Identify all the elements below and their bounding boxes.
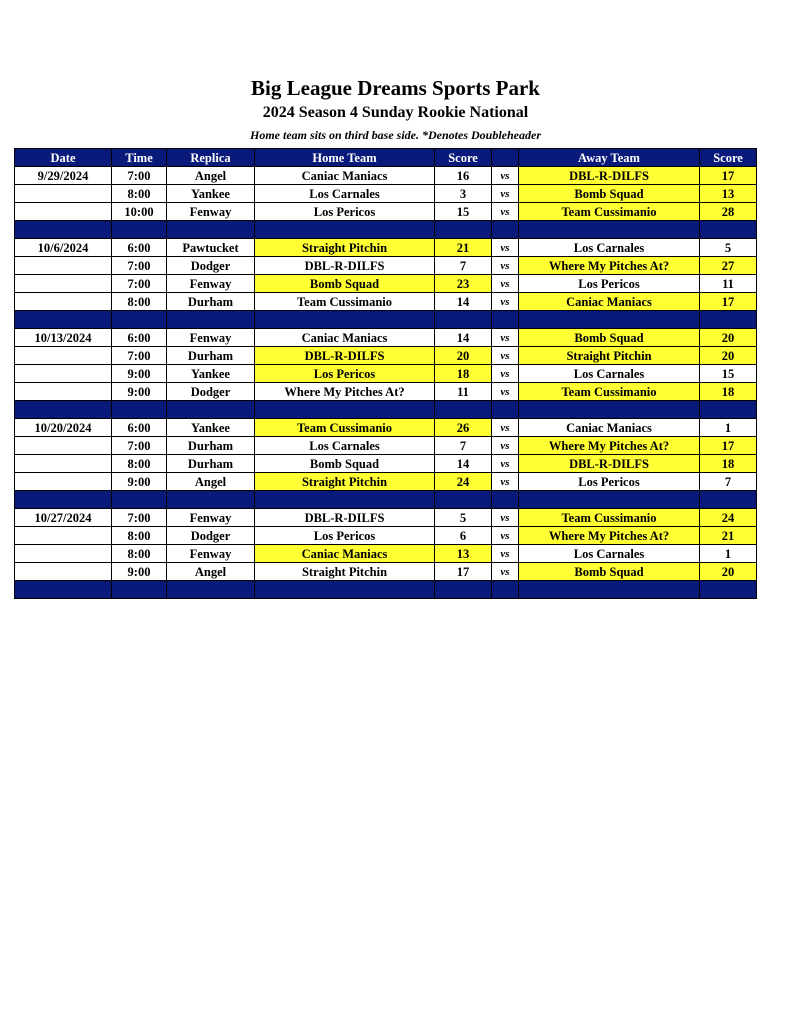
home-team: Team Cussimanio (255, 419, 435, 437)
separator-cell (255, 401, 435, 419)
game-time: 10:00 (112, 203, 167, 221)
home-score: 20 (435, 347, 492, 365)
game-row (15, 437, 757, 455)
game-date: 10/27/2024 (15, 509, 112, 527)
page-title: Big League Dreams Sports Park (251, 76, 540, 100)
separator-cell (435, 581, 492, 599)
away-score: 28 (700, 203, 757, 221)
separator-cell (700, 221, 757, 239)
game-time: 6:00 (112, 329, 167, 347)
home-score: 5 (435, 509, 492, 527)
vs-label: vs (492, 257, 519, 275)
home-team: Caniac Maniacs (255, 329, 435, 347)
vs-label: vs (492, 293, 519, 311)
separator-cell (435, 491, 492, 509)
away-score: 17 (700, 167, 757, 185)
game-replica: Fenway (167, 329, 255, 347)
separator-cell (700, 311, 757, 329)
game-time: 9:00 (112, 365, 167, 383)
vs-label: vs (492, 203, 519, 221)
away-score: 21 (700, 527, 757, 545)
home-team: Los Pericos (255, 203, 435, 221)
away-team: Los Pericos (519, 275, 700, 293)
week-separator (15, 491, 757, 509)
game-date (15, 185, 112, 203)
separator-cell (167, 581, 255, 599)
game-date (15, 275, 112, 293)
game-replica: Fenway (167, 545, 255, 563)
home-score: 16 (435, 167, 492, 185)
game-time: 9:00 (112, 383, 167, 401)
game-time: 6:00 (112, 419, 167, 437)
page-note: Home team sits on third base side. *Denotes Doubleheader (250, 128, 541, 142)
game-row (15, 239, 757, 257)
vs-label: vs (492, 239, 519, 257)
vs-label: vs (492, 185, 519, 203)
vs-label: vs (492, 329, 519, 347)
week-separator (15, 221, 757, 239)
away-team: DBL-R-DILFS (519, 167, 700, 185)
separator-cell (519, 311, 700, 329)
game-replica: Yankee (167, 419, 255, 437)
game-time: 7:00 (112, 167, 167, 185)
game-date (15, 347, 112, 365)
game-date (15, 455, 112, 473)
col-header-time: Time (112, 149, 167, 167)
separator-cell (492, 401, 519, 419)
vs-label: vs (492, 347, 519, 365)
game-time: 7:00 (112, 347, 167, 365)
separator-cell (167, 221, 255, 239)
game-date: 10/20/2024 (15, 419, 112, 437)
home-score: 14 (435, 329, 492, 347)
home-score: 6 (435, 527, 492, 545)
separator-cell (112, 221, 167, 239)
away-team: Team Cussimanio (519, 509, 700, 527)
col-header-home-score: Score (435, 149, 492, 167)
away-team: Team Cussimanio (519, 203, 700, 221)
game-row (15, 293, 757, 311)
separator-cell (435, 401, 492, 419)
game-time: 7:00 (112, 437, 167, 455)
separator-cell (435, 311, 492, 329)
separator-cell (112, 401, 167, 419)
vs-label: vs (492, 275, 519, 293)
vs-label: vs (492, 563, 519, 581)
separator-cell (492, 221, 519, 239)
game-time: 9:00 (112, 473, 167, 491)
away-team: Bomb Squad (519, 185, 700, 203)
game-time: 9:00 (112, 563, 167, 581)
away-score: 5 (700, 239, 757, 257)
game-row (15, 527, 757, 545)
separator-cell (15, 221, 112, 239)
game-row (15, 473, 757, 491)
home-team: Straight Pitchin (255, 239, 435, 257)
game-date (15, 437, 112, 455)
away-team: Straight Pitchin (519, 347, 700, 365)
home-score: 11 (435, 383, 492, 401)
away-score: 1 (700, 419, 757, 437)
separator-cell (519, 581, 700, 599)
away-score: 17 (700, 437, 757, 455)
game-date (15, 563, 112, 581)
col-header-replica: Replica (167, 149, 255, 167)
game-row (15, 185, 757, 203)
home-team: Caniac Maniacs (255, 545, 435, 563)
game-replica: Durham (167, 437, 255, 455)
home-team: Straight Pitchin (255, 563, 435, 581)
away-team: Los Carnales (519, 365, 700, 383)
home-team: DBL-R-DILFS (255, 347, 435, 365)
game-replica: Dodger (167, 527, 255, 545)
game-date (15, 365, 112, 383)
home-score: 18 (435, 365, 492, 383)
home-score: 17 (435, 563, 492, 581)
separator-cell (15, 401, 112, 419)
game-replica: Durham (167, 455, 255, 473)
away-score: 15 (700, 365, 757, 383)
game-row (15, 257, 757, 275)
game-replica: Fenway (167, 275, 255, 293)
game-row (15, 167, 757, 185)
vs-label: vs (492, 527, 519, 545)
away-score: 24 (700, 509, 757, 527)
header-row (15, 149, 757, 167)
game-replica: Yankee (167, 365, 255, 383)
home-team: Straight Pitchin (255, 473, 435, 491)
away-score: 7 (700, 473, 757, 491)
vs-label: vs (492, 383, 519, 401)
game-replica: Durham (167, 347, 255, 365)
home-team: Bomb Squad (255, 455, 435, 473)
game-replica: Fenway (167, 203, 255, 221)
separator-cell (15, 491, 112, 509)
game-date (15, 473, 112, 491)
home-score: 14 (435, 293, 492, 311)
away-team: Bomb Squad (519, 329, 700, 347)
game-replica: Pawtucket (167, 239, 255, 257)
game-replica: Dodger (167, 383, 255, 401)
schedule-body (15, 167, 757, 599)
game-time: 6:00 (112, 239, 167, 257)
week-separator (15, 311, 757, 329)
game-time: 8:00 (112, 455, 167, 473)
separator-cell (15, 581, 112, 599)
vs-label: vs (492, 455, 519, 473)
home-score: 7 (435, 257, 492, 275)
game-replica: Angel (167, 563, 255, 581)
separator-cell (492, 581, 519, 599)
separator-cell (519, 221, 700, 239)
home-team: DBL-R-DILFS (255, 509, 435, 527)
vs-label: vs (492, 167, 519, 185)
game-replica: Angel (167, 167, 255, 185)
separator-cell (112, 581, 167, 599)
home-score: 23 (435, 275, 492, 293)
separator-cell (112, 311, 167, 329)
game-time: 8:00 (112, 545, 167, 563)
game-row (15, 545, 757, 563)
vs-label: vs (492, 365, 519, 383)
home-team: Caniac Maniacs (255, 167, 435, 185)
game-row (15, 509, 757, 527)
col-header-away-team: Away Team (519, 149, 700, 167)
home-team: Team Cussimanio (255, 293, 435, 311)
game-time: 7:00 (112, 509, 167, 527)
game-row (15, 347, 757, 365)
away-score: 20 (700, 347, 757, 365)
home-score: 3 (435, 185, 492, 203)
game-replica: Fenway (167, 509, 255, 527)
separator-cell (255, 311, 435, 329)
home-team: Los Pericos (255, 365, 435, 383)
col-header-away-score: Score (700, 149, 757, 167)
away-team: Los Carnales (519, 545, 700, 563)
separator-cell (167, 311, 255, 329)
away-score: 17 (700, 293, 757, 311)
game-time: 8:00 (112, 293, 167, 311)
game-row (15, 329, 757, 347)
home-team: DBL-R-DILFS (255, 257, 435, 275)
game-date: 10/13/2024 (15, 329, 112, 347)
away-team: Team Cussimanio (519, 383, 700, 401)
away-score: 18 (700, 383, 757, 401)
game-date (15, 383, 112, 401)
home-team: Los Carnales (255, 437, 435, 455)
away-team: DBL-R-DILFS (519, 455, 700, 473)
game-row (15, 383, 757, 401)
away-team: Caniac Maniacs (519, 419, 700, 437)
separator-cell (255, 491, 435, 509)
home-team: Los Carnales (255, 185, 435, 203)
game-row (15, 419, 757, 437)
home-team: Los Pericos (255, 527, 435, 545)
away-score: 27 (700, 257, 757, 275)
separator-cell (112, 491, 167, 509)
vs-label: vs (492, 545, 519, 563)
game-time: 8:00 (112, 185, 167, 203)
away-score: 20 (700, 329, 757, 347)
away-team: Where My Pitches At? (519, 257, 700, 275)
home-score: 7 (435, 437, 492, 455)
away-team: Los Pericos (519, 473, 700, 491)
away-score: 18 (700, 455, 757, 473)
separator-cell (167, 401, 255, 419)
separator-cell (492, 311, 519, 329)
separator-cell (700, 581, 757, 599)
game-date: 10/6/2024 (15, 239, 112, 257)
home-score: 21 (435, 239, 492, 257)
home-team: Bomb Squad (255, 275, 435, 293)
game-row (15, 365, 757, 383)
game-date (15, 203, 112, 221)
game-row (15, 563, 757, 581)
game-replica: Durham (167, 293, 255, 311)
vs-label: vs (492, 509, 519, 527)
page-subtitle: 2024 Season 4 Sunday Rookie National (262, 104, 529, 121)
away-score: 20 (700, 563, 757, 581)
home-score: 14 (435, 455, 492, 473)
separator-cell (435, 221, 492, 239)
away-score: 13 (700, 185, 757, 203)
game-date (15, 293, 112, 311)
home-score: 26 (435, 419, 492, 437)
game-row (15, 455, 757, 473)
separator-cell (700, 491, 757, 509)
game-date (15, 545, 112, 563)
vs-label: vs (492, 437, 519, 455)
home-score: 15 (435, 203, 492, 221)
game-date: 9/29/2024 (15, 167, 112, 185)
week-separator (15, 581, 757, 599)
away-team: Caniac Maniacs (519, 293, 700, 311)
separator-cell (700, 401, 757, 419)
vs-label: vs (492, 473, 519, 491)
col-header-date: Date (15, 149, 112, 167)
schedule-table (14, 148, 757, 599)
separator-cell (255, 581, 435, 599)
separator-cell (519, 491, 700, 509)
col-header-home-team: Home Team (255, 149, 435, 167)
game-time: 8:00 (112, 527, 167, 545)
separator-cell (167, 491, 255, 509)
away-score: 11 (700, 275, 757, 293)
away-score: 1 (700, 545, 757, 563)
home-team: Where My Pitches At? (255, 383, 435, 401)
away-team: Where My Pitches At? (519, 527, 700, 545)
away-team: Where My Pitches At? (519, 437, 700, 455)
game-replica: Dodger (167, 257, 255, 275)
separator-cell (255, 221, 435, 239)
away-team: Los Carnales (519, 239, 700, 257)
home-score: 13 (435, 545, 492, 563)
separator-cell (519, 401, 700, 419)
game-time: 7:00 (112, 257, 167, 275)
away-team: Bomb Squad (519, 563, 700, 581)
game-replica: Yankee (167, 185, 255, 203)
game-date (15, 527, 112, 545)
game-row (15, 275, 757, 293)
col-header-vs (492, 149, 519, 167)
game-row (15, 203, 757, 221)
game-replica: Angel (167, 473, 255, 491)
game-time: 7:00 (112, 275, 167, 293)
game-date (15, 257, 112, 275)
week-separator (15, 401, 757, 419)
vs-label: vs (492, 419, 519, 437)
separator-cell (15, 311, 112, 329)
home-score: 24 (435, 473, 492, 491)
separator-cell (492, 491, 519, 509)
